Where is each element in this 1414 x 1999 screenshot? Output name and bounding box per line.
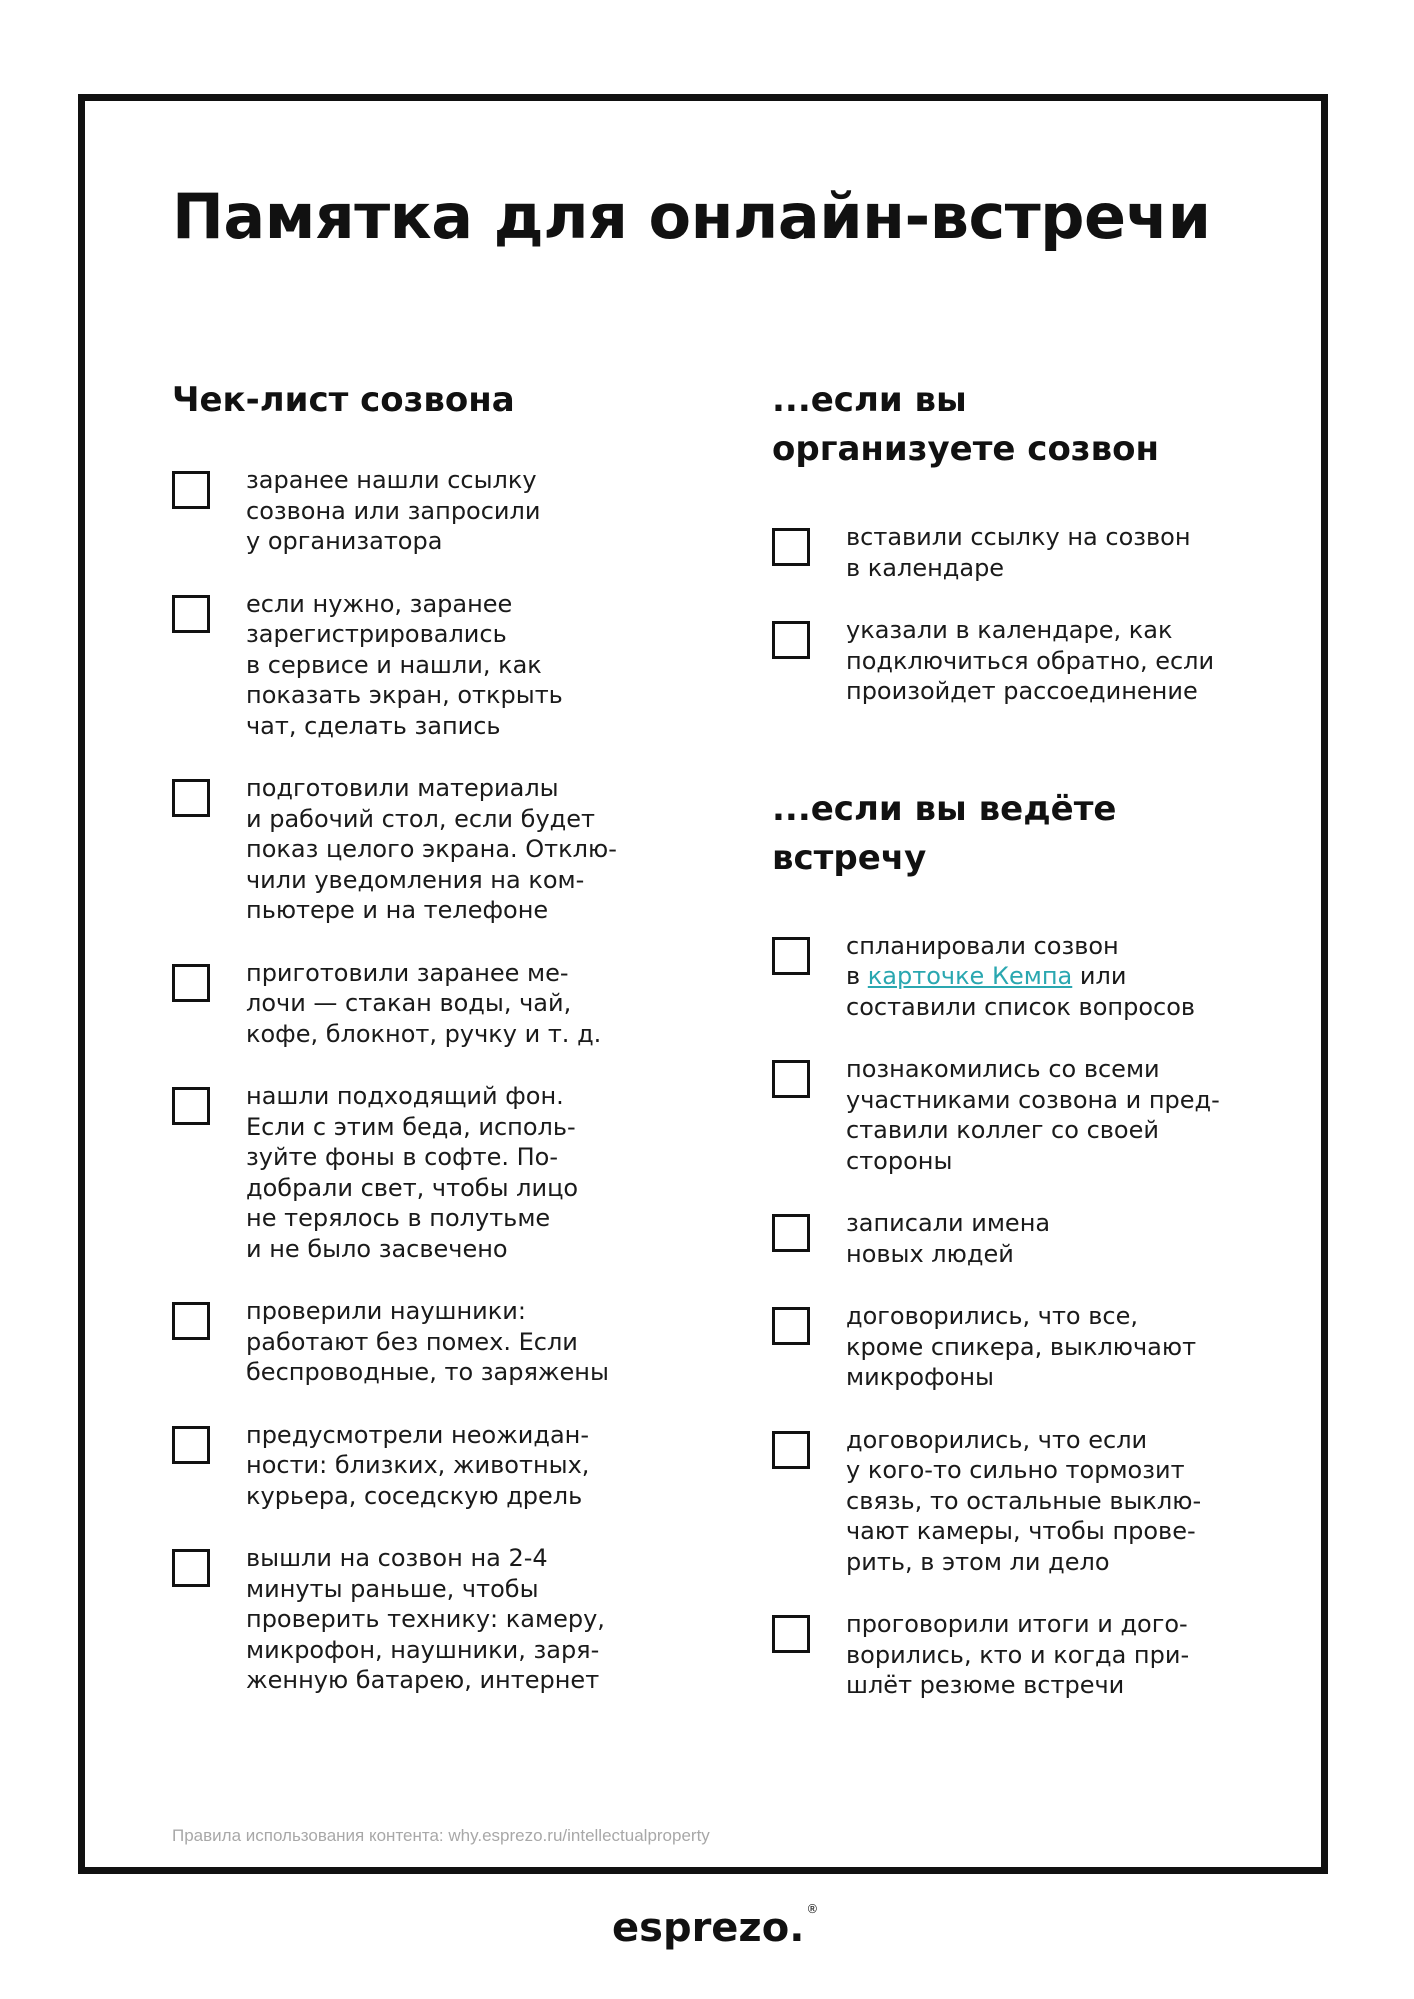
checkbox[interactable] xyxy=(172,1302,210,1340)
checklist-item xyxy=(172,958,692,1050)
host-item-text-after: или составили список вопросов xyxy=(846,962,1196,1021)
organizer-item-text: указали в календаре, как подключиться обратно, если произойдет рассоединение xyxy=(846,616,1215,705)
checklist-item-text: нашли подходящий фон. Если с этим беда, исполь- зуйте фоны в софте. По- добрали свет, чтобы лицо не терялось в полутьме и не было засвечено xyxy=(246,1082,579,1263)
content-usage-note: Правила использования контента: why.esprezo.ru/intellectualproperty xyxy=(172,1826,710,1845)
checklist-item-text: подготовили материалы и рабочий стол, если будет показ целого экрана. Отклю- чили уведомления на ком- пьютере и на телефоне xyxy=(246,774,617,924)
checklist-item xyxy=(172,773,692,926)
kemp-card-link[interactable]: карточке Кемпа xyxy=(867,962,1073,990)
page-title: Памятка для онлайн-встречи xyxy=(172,180,1211,253)
checklist-item xyxy=(172,589,692,742)
checkbox[interactable] xyxy=(772,1307,810,1345)
checkbox[interactable] xyxy=(772,1060,810,1098)
checkbox[interactable] xyxy=(172,1426,210,1464)
checkbox[interactable] xyxy=(772,937,810,975)
host-item-text: записали имена новых людей xyxy=(846,1209,1051,1268)
checklist-item xyxy=(172,1296,692,1388)
host-items xyxy=(772,931,1262,1701)
esprezo-logo xyxy=(612,1901,819,1951)
host-item xyxy=(772,1208,1262,1269)
checkbox[interactable] xyxy=(772,528,810,566)
organizer-item xyxy=(772,615,1262,707)
checkbox[interactable] xyxy=(772,1431,810,1469)
host-item-text xyxy=(846,931,1195,1023)
host-item xyxy=(772,931,1262,1023)
checkbox[interactable] xyxy=(772,1214,810,1252)
organizer-item-text: вставили ссылку на созвон в календаре xyxy=(846,523,1191,582)
section-heading-checklist: Чек-лист созвона xyxy=(172,380,515,420)
checkbox[interactable] xyxy=(172,595,210,633)
checkbox[interactable] xyxy=(172,779,210,817)
host-item xyxy=(772,1301,1262,1393)
checklist-column xyxy=(172,376,692,1728)
checklist-item-text: вышли на созвон на 2-4 минуты раньше, чтобы проверить технику: камеру, микрофон, наушники, заря- женную батарею, интернет xyxy=(246,1544,605,1694)
host-item-text: договорились, что если у кого-то сильно тормозит связь, то остальные выклю- чают камеры, чтобы прове- рить, в этом ли дело xyxy=(846,1425,1202,1576)
checklist-item xyxy=(172,1420,692,1512)
checklist-item xyxy=(172,465,692,557)
checklist-item-text: приготовили заранее ме- лочи — стакан воды, чай, кофе, блокнот, ручку и т. д. xyxy=(246,958,602,1048)
host-item-text: договорились, что все, кроме спикера, выключают микрофоны xyxy=(846,1302,1197,1391)
host-item xyxy=(772,1425,1262,1578)
checklist-item xyxy=(172,1543,692,1696)
checklist-items xyxy=(172,465,692,1696)
host-item-text: познакомились со всеми участниками созвона и пред- ставили коллег со своей стороны xyxy=(846,1055,1220,1175)
checklist-item-text: заранее нашли ссылку созвона или запросили у организатора xyxy=(246,466,541,555)
checklist-item xyxy=(172,1081,692,1264)
checkbox[interactable] xyxy=(172,1087,210,1125)
section-heading-host: ...если вы ведёте встречу xyxy=(772,788,1117,878)
checkbox[interactable] xyxy=(772,1615,810,1653)
checklist-item-text: предусмотрели неожидан- ности: близких, животных, курьера, соседскую дрель xyxy=(246,1420,590,1510)
registered-mark: ® xyxy=(806,1901,819,1916)
checkbox[interactable] xyxy=(772,621,810,659)
host-item xyxy=(772,1609,1262,1701)
organizer-host-column xyxy=(772,376,1262,1733)
organizer-item xyxy=(772,522,1262,583)
checkbox[interactable] xyxy=(172,964,210,1002)
host-item-text-before: спланировали созвон в xyxy=(846,931,1119,990)
checklist-item-text: проверили наушники: работают без помех. Если беспроводные, то заряжены xyxy=(246,1297,609,1386)
checkbox[interactable] xyxy=(172,1549,210,1587)
section-heading-organizer: ...если вы организуете созвон xyxy=(772,380,1159,469)
logo-text: esprezo. xyxy=(612,1905,805,1951)
checkbox[interactable] xyxy=(172,471,210,509)
host-item xyxy=(772,1054,1262,1176)
host-item-text: проговорили итоги и дого- ворились, кто и когда при- шлёт резюме встречи xyxy=(846,1610,1190,1699)
organizer-items xyxy=(772,522,1262,707)
checklist-item-text: если нужно, заранее зарегистрировались в сервисе и нашли, как показать экран, открыть чат, сделать запись xyxy=(246,589,563,740)
